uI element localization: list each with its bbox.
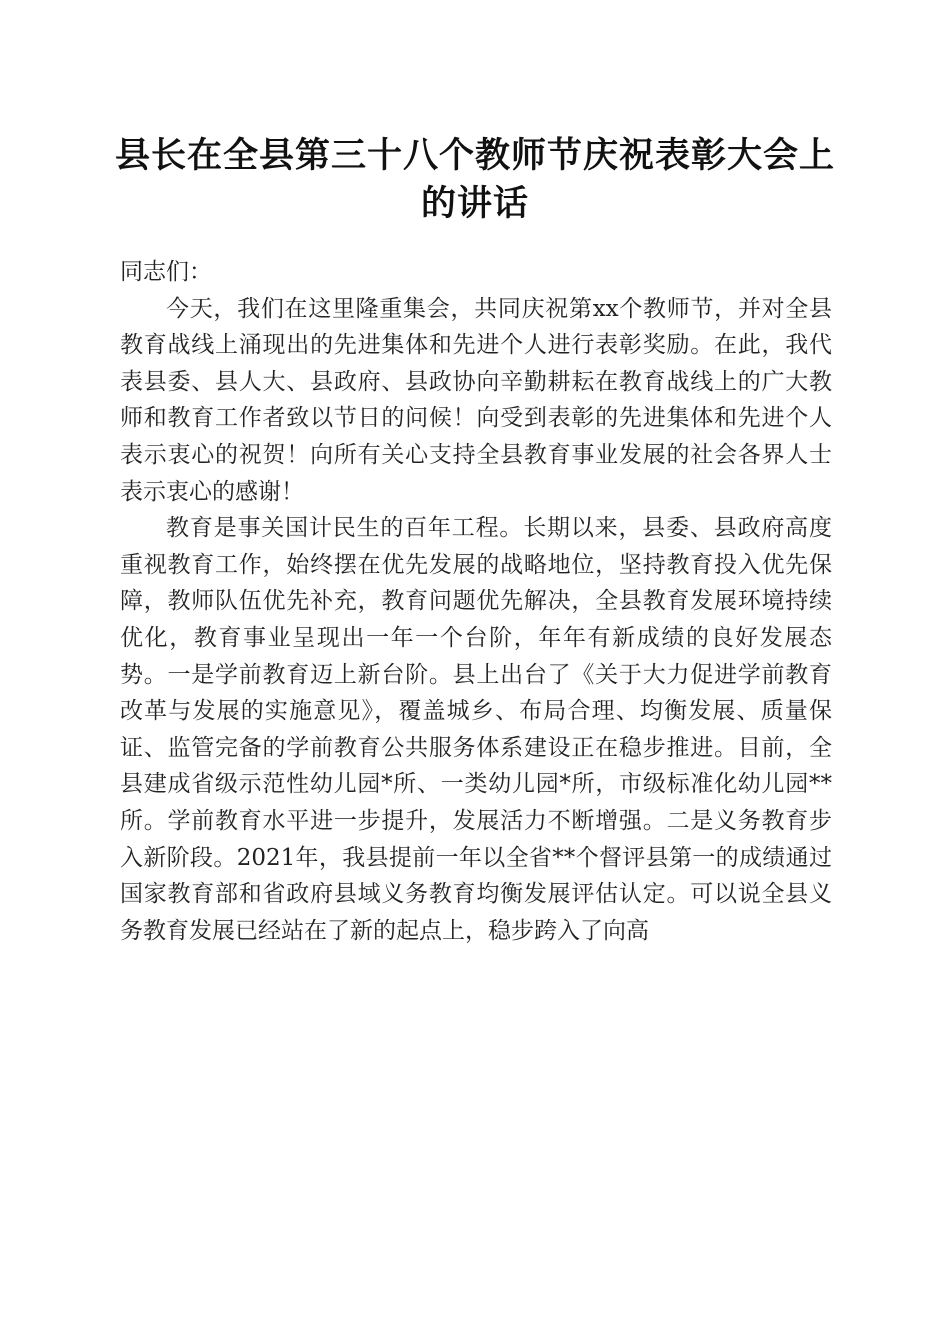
title-line-2: 的讲话: [420, 183, 529, 224]
paragraph-1: 今天，我们在这里隆重集会，共同庆祝第xx个教师节，并对全县教育战线上涌现出的先进集体和先进个人进行表彰奖励。在此，我代表县委、县人大、县政府、县政协向辛勤耕耘在教育战线上的广大教师和教育工作者致以节日的问候！向受到表彰的先进集体和先进个人表示衷心的祝贺！向所有关心支持全县教育事业发展的社会各界人士表示衷心的感谢！: [120, 295, 832, 505]
paragraph-2: 教育是事关国计民生的百年工程。长期以来，县委、县政府高度重视教育工作，始终摆在优先发展的战略地位，坚持教育投入优先保障，教师队伍优先补充，教育问题优先解决，全县教育发展环境持续优化，教育事业呈现出一年一个台阶，年年有新成绩的良好发展态势。一是学前教育迈上新台阶。县上出台了《关于大力促进学前教育改革与发展的实施意见》，覆盖城乡、布局合理、均衡发展、质量保证、监管完备的学前教育公共服务体系建设正在稳步推进。目前，全县建成省级示范性幼儿园*所、一类幼儿园*所，市级标准化幼儿园**所。学前教育水平进一步提升，发展活力不断增强。二是义务教育步入新阶段。2021年，我县提前一年以全省**个督评县第一的成绩通过国家教育部和省政府县域义务教育均衡发展评估认定。可以说全县义务教育发展已经站在了新的起点上，稳步跨入了向高: [120, 515, 832, 944]
title-line-1: 县长在全县第三十八个教师节庆祝表彰大会上: [114, 135, 835, 176]
document-title: [100, 132, 850, 228]
document-body: [120, 254, 832, 949]
salutation: 同志们：: [120, 259, 212, 285]
